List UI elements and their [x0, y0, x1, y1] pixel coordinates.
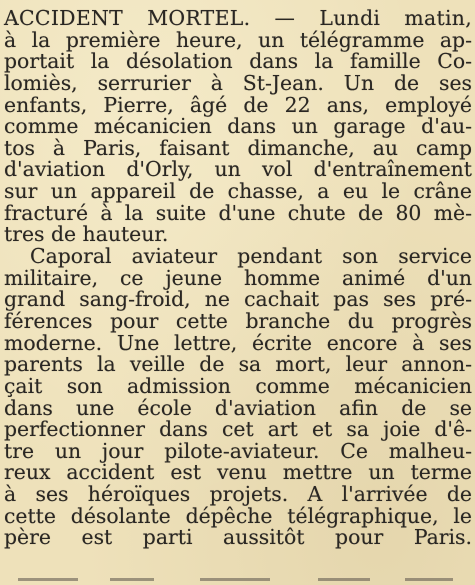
ink-fragment [200, 578, 270, 581]
article-column [4, 8, 472, 549]
article-line: çait son admission comme mécanicien [4, 373, 472, 398]
article-line: tos à Paris, faisant dimanche, au camp [4, 135, 472, 160]
article-line: dans une école d'aviation afin de se [4, 395, 472, 420]
article-line: militaire, ce jeune homme animé d'un [4, 265, 472, 290]
article-line: moderne. Une lettre, écrite encore à ses [4, 330, 472, 355]
article-line: sur un appareil de chasse, a eu le crâne [4, 179, 472, 204]
article-line: enfants, Pierre, âgé de 22 ans, employé [4, 92, 472, 117]
cropped-next-line-fragments [0, 578, 475, 585]
article-line: à la première heure, un télégramme ap- [4, 27, 472, 52]
article-line: tre un jour pilote-aviateur. Ce malheu- [4, 438, 472, 463]
article-line: reux accident est venu mettre un terme [4, 460, 472, 485]
article-line: lomiès, serrurier à St-Jean. Un de ses [4, 70, 472, 95]
article-line-headline: ACCIDENT MORTEL. — Lundi matin, [4, 6, 472, 30]
ink-fragment [318, 578, 370, 581]
article-line: fracturé à la suite d'une chute de 80 mè- [4, 200, 472, 225]
article-line: comme mécanicien dans un garage d'au- [4, 114, 472, 139]
article-line: portait la désolation dans la famille Co- [4, 49, 472, 74]
article-line: à ses héroïques projets. A l'arrivée de [4, 482, 472, 507]
article-line: cette désolante dépêche télégraphique, le [4, 503, 472, 528]
article-line: perfectionner dans cet art et sa joie d'ê- [4, 417, 472, 442]
article-line: grand sang-froid, ne cachait pas ses pré- [4, 287, 472, 312]
ink-fragment [18, 578, 78, 581]
article-line: tres de hauteur. [4, 222, 169, 247]
article-line: d'aviation d'Orly, un vol d'entraînement [4, 157, 472, 182]
article-line: père est parti aussitôt pour Paris. [4, 525, 472, 550]
article-line-paragraph-start: Caporal aviateur pendant son service [30, 244, 472, 269]
article-line: parents la veille de sa mort, leur annon- [4, 352, 472, 377]
ink-fragment [110, 578, 154, 581]
ink-fragment [405, 578, 453, 581]
article-line: férences pour cette branche du progrès [4, 308, 472, 333]
